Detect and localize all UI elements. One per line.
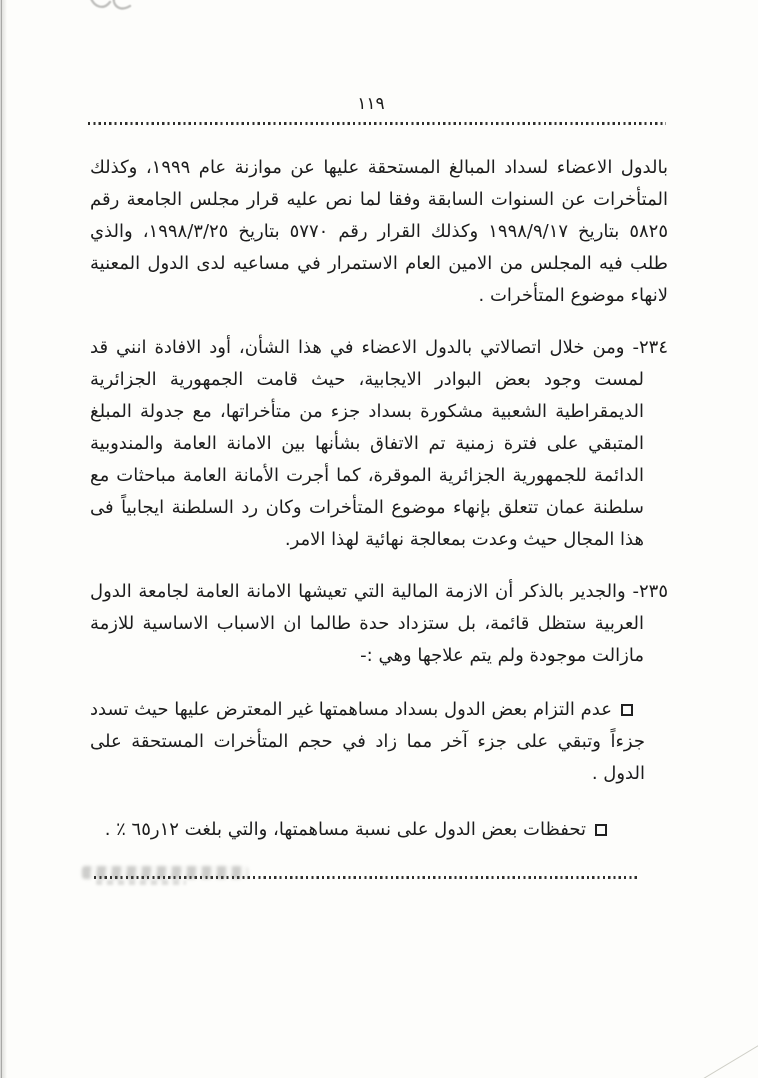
scan-edge-line <box>1 0 2 1078</box>
scan-crease-artifact <box>634 1037 758 1078</box>
bullet-text-1: عدم التزام بعض الدول بسداد مساهمتها غير المعترض عليها حيث تسدد جزءاً وتبقي على جزء آخر مما زاد في حجم المتأخرات المستحقة على الدول . <box>90 699 645 784</box>
paragraph-234 <box>90 332 668 556</box>
ink-smudge-artifact-small <box>96 880 186 885</box>
paragraph-235 <box>90 576 668 672</box>
square-bullet-icon <box>595 824 607 836</box>
bullet-item-1 <box>90 694 645 790</box>
paragraph-text-234: ومن خلال اتصالاتي بالدول الاعضاء في هذا الشأن، أود الافادة انني قد لمست وجود بعض البوادر الايجابية، حيث قامت الجمهورية الجزائرية الديمقراطية الشعبية مشكورة بسداد جزء من متأخراتها، مع جدولة المبلغ المتبقي على فترة زمنية تم الاتفاق بشأنها بين الامانة العامة والمندوبية الدائمة للجمهورية الجزائرية الموقرة، كما أجرت الأمانة العامة مباحثات مع سلطنة عمان تتعلق بإنهاء موضوع المتأخرات وكان رد السلطنة ايجابياً فى هذا المجال حيث وعدت بمعالجة نهائية لهذا الامر. <box>90 337 644 550</box>
top-dotted-rule <box>88 122 666 125</box>
paragraph-number-235: ٢٣٥- <box>632 581 668 602</box>
page-number: ١١٩ <box>357 94 385 114</box>
square-bullet-icon <box>621 704 633 716</box>
ink-smudge-artifact <box>82 866 248 879</box>
paragraph-text-235: والجدير بالذكر أن الازمة المالية التي تعيشها الامانة العامة لجامعة الدول العربية ستظل قائمة، بل ستزداد حدة طالما ان الاسباب الاساسية للازمة مازالت موجودة ولم يتم علاجها وهي :- <box>90 581 644 666</box>
pen-mark-artifact <box>84 0 136 30</box>
bullet-text-2: تحفظات بعض الدول على نسبة مساهمتها، والتي بلغت ١٢ر٦٥ ٪ . <box>104 819 586 840</box>
bullet-item-2 <box>90 814 645 846</box>
paragraph-number-234: ٢٣٤- <box>632 337 668 358</box>
paragraph-intro: بالدول الاعضاء لسداد المبالغ المستحقة عليها عن موازنة عام ١٩٩٩، وكذلك المتأخرات عن السنوات السابقة وفقا لما نص عليه قرار مجلس الجامعة رقم ٥٨٢٥ بتاريخ ١٩٩٨/٩/١٧ وكذلك القرار رقم ٥٧٧٠ بتاريخ ١٩٩٨/٣/٢٥، والذي طلب فيه المجلس من الامين العام الاستمرار في مساعيه لدى الدول المعنية لانهاء موضوع المتأخرات . <box>90 157 668 306</box>
page-body <box>90 140 668 846</box>
